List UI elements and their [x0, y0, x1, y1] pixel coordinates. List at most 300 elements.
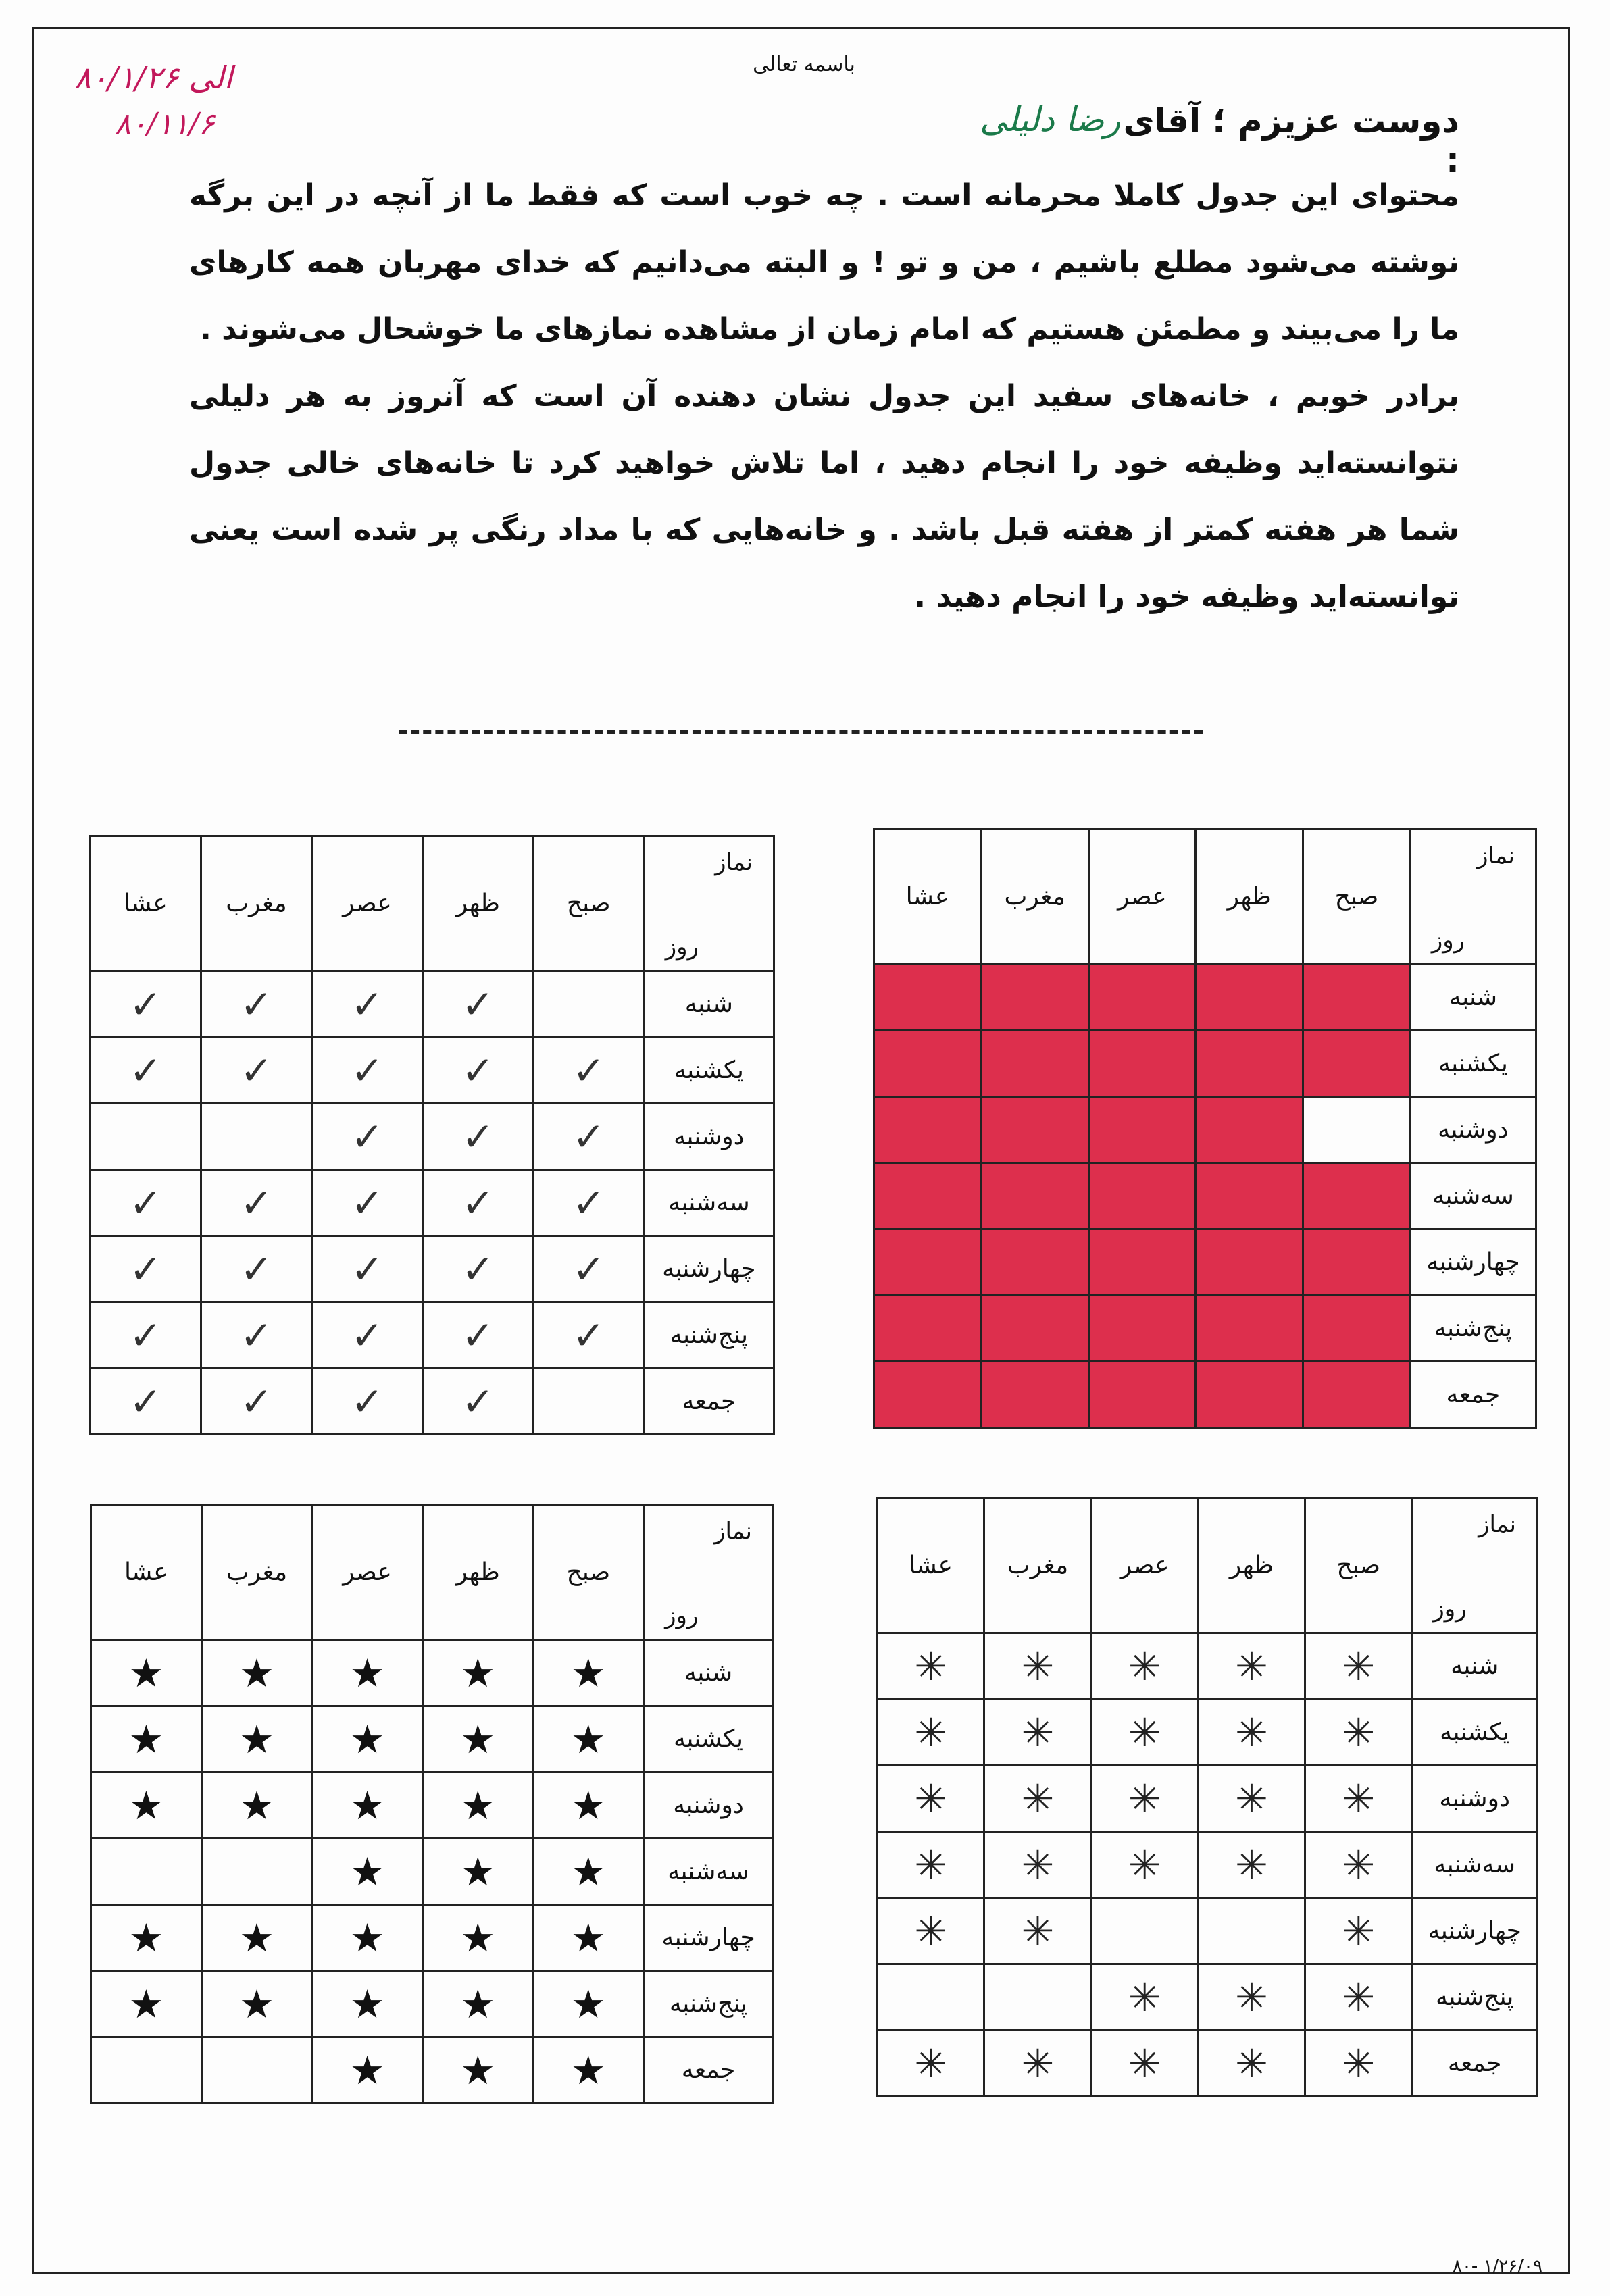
prayer-cell-empty — [91, 2037, 202, 2103]
checkmark-icon: ✓ — [129, 1378, 162, 1425]
prayer-cell — [312, 1772, 423, 1839]
table-header-row — [874, 830, 1536, 965]
day-label: جمعه — [1410, 1362, 1536, 1428]
asterisk-icon: ✳ — [1235, 1643, 1268, 1689]
star-icon: ★ — [238, 1716, 274, 1762]
checkmark-icon: ✓ — [351, 1378, 384, 1425]
prayer-cell — [311, 1302, 422, 1369]
prayer-cell — [533, 1971, 644, 2037]
day-label: یکشنبه — [1410, 1031, 1536, 1097]
prayer-cell — [312, 1905, 423, 1971]
day-label: سه‌شنبه — [1410, 1163, 1536, 1229]
table-row — [874, 1296, 1536, 1362]
asterisk-icon: ✳ — [1128, 1775, 1161, 1822]
handwritten-recipient-name: رضا دلیلی — [980, 100, 1121, 139]
prayer-cell-empty — [533, 1369, 644, 1435]
star-icon: ★ — [349, 1782, 385, 1829]
prayer-table-asterisks — [876, 1497, 1538, 2097]
prayer-cell-filled — [981, 1031, 1088, 1097]
star-icon: ★ — [570, 1981, 606, 2027]
prayer-cell — [984, 1832, 1091, 1898]
star-icon: ★ — [460, 1650, 496, 1696]
checkmark-icon: ✓ — [461, 1179, 495, 1226]
asterisk-icon: ✳ — [914, 1841, 947, 1888]
prayer-column-header: عصر — [1091, 1498, 1198, 1633]
table-header-row — [878, 1498, 1538, 1633]
prayer-cell — [1091, 2031, 1198, 2097]
prayer-cell — [878, 2031, 984, 2097]
prayer-cell — [878, 1700, 984, 1766]
checkmark-icon: ✓ — [461, 981, 495, 1027]
prayer-cell — [201, 1706, 312, 1772]
asterisk-icon: ✳ — [1021, 1908, 1055, 1954]
prayer-cell-empty — [878, 1964, 984, 2031]
dashed-divider — [399, 730, 1203, 734]
prayer-cell — [422, 1971, 533, 2037]
prayer-cell-filled — [981, 1229, 1088, 1296]
checkmark-icon: ✓ — [129, 1246, 162, 1292]
day-label: یکشنبه — [644, 1038, 774, 1104]
prayer-cell — [422, 1706, 533, 1772]
asterisk-icon: ✳ — [914, 1775, 947, 1822]
star-icon: ★ — [570, 1848, 606, 1895]
table-row — [878, 1766, 1538, 1832]
table-row — [874, 1031, 1536, 1097]
day-label: شنبه — [1410, 965, 1536, 1031]
table-row — [874, 1229, 1536, 1296]
letter-paragraph-1: محتوای این جدول کاملا محرمانه است . چه خوب است که فقط ما از آنچه در این برگه نوشته می‌شود مطلع باشیم ، من و تو ! و البته می‌دانیم که خدای مهربان همه کارهای ما را می‌بیند و مطمئن هستیم که امام زمان از مشاهده نمازهای ما خوشحال می‌شوند . — [189, 178, 1459, 347]
prayer-cell — [201, 971, 311, 1038]
prayer-column-header: ظهر — [422, 836, 533, 971]
corner-label-day: روز — [665, 1602, 699, 1629]
prayer-cell — [1305, 1766, 1412, 1832]
prayer-cell — [533, 2037, 644, 2103]
table-row — [91, 1971, 774, 2037]
prayer-cell — [878, 1633, 984, 1700]
prayer-cell — [312, 1706, 423, 1772]
day-label: چهارشنبه — [1412, 1898, 1538, 1964]
table-row — [874, 1163, 1536, 1229]
prayer-cell-filled — [1303, 965, 1411, 1031]
checkmark-icon: ✓ — [351, 1246, 384, 1292]
star-icon: ★ — [460, 1914, 496, 1961]
prayer-cell — [533, 1640, 644, 1706]
prayer-cell — [1091, 1700, 1198, 1766]
prayer-column-header: صبح — [533, 836, 644, 971]
checkmark-icon: ✓ — [351, 1113, 384, 1160]
asterisk-icon: ✳ — [914, 2040, 947, 2087]
asterisk-icon: ✳ — [1021, 1709, 1055, 1756]
day-label: جمعه — [1412, 2031, 1538, 2097]
star-icon: ★ — [349, 1650, 385, 1696]
asterisk-icon: ✳ — [1235, 2040, 1268, 2087]
prayer-cell — [422, 1772, 533, 1839]
prayer-cell — [201, 1772, 312, 1839]
prayer-cell-filled — [1088, 1097, 1196, 1163]
prayer-cell — [1198, 1700, 1305, 1766]
prayer-cell-empty — [984, 1964, 1091, 2031]
day-label: پنج‌شنبه — [644, 1302, 774, 1369]
prayer-column-header: ظهر — [422, 1505, 533, 1640]
corner-label-day: روز — [665, 934, 699, 961]
asterisk-icon: ✳ — [1342, 1709, 1376, 1756]
prayer-column-header: عصر — [312, 1505, 423, 1640]
prayer-cell-filled — [1196, 1163, 1303, 1229]
asterisk-icon: ✳ — [1342, 1841, 1376, 1888]
letter-paragraph-2: برادر خوبم ، خانه‌های سفید این جدول نشان دهنده آن است که آنروز به هر دلیلی نتوانسته‌اید وظیفه خود را انجام دهید ، اما تلاش خواهید کرد تا خانه‌های خالی جدول شما هر هفته کمتر از هفته قبل باشد . و خانه‌هایی که با مداد رنگی پر شده است یعنی توانسته‌اید وظیفه خود را انجام دهید . — [189, 379, 1459, 614]
prayer-cell — [422, 1369, 533, 1435]
star-icon: ★ — [128, 1650, 164, 1696]
prayer-cell — [1198, 1832, 1305, 1898]
prayer-column-header: عصر — [311, 836, 422, 971]
corner-label-prayer: نماز — [1478, 1511, 1516, 1538]
table-row — [878, 1633, 1538, 1700]
prayer-cell-empty — [91, 1104, 201, 1170]
prayer-cell — [422, 1236, 533, 1302]
asterisk-icon: ✳ — [914, 1908, 947, 1954]
table-row — [878, 1898, 1538, 1964]
star-icon: ★ — [349, 1848, 385, 1895]
prayer-column-header: عشا — [91, 1505, 202, 1640]
prayer-column-header: صبح — [1303, 830, 1411, 965]
table-row — [91, 1706, 774, 1772]
prayer-cell — [311, 1369, 422, 1435]
day-label: دوشنبه — [644, 1772, 774, 1839]
prayer-cell-filled — [981, 965, 1088, 1031]
prayer-cell-filled — [874, 965, 982, 1031]
day-label: سه‌شنبه — [1412, 1832, 1538, 1898]
table-row — [91, 1236, 774, 1302]
prayer-cell — [91, 1170, 201, 1236]
prayer-column-header: صبح — [533, 1505, 644, 1640]
prayer-cell — [533, 1170, 644, 1236]
prayer-cell-filled — [981, 1296, 1088, 1362]
prayer-cell — [91, 1706, 202, 1772]
star-icon: ★ — [460, 1981, 496, 2027]
prayer-cell — [533, 1839, 644, 1905]
prayer-cell-filled — [1303, 1296, 1411, 1362]
prayer-cell — [91, 1971, 202, 2037]
prayer-cell — [533, 1772, 644, 1839]
prayer-cell-filled — [874, 1163, 982, 1229]
prayer-cell-filled — [1088, 1163, 1196, 1229]
prayer-cell-filled — [1088, 1362, 1196, 1428]
prayer-cell — [1198, 1964, 1305, 2031]
day-label: سه‌شنبه — [644, 1839, 774, 1905]
prayer-cell — [201, 1971, 312, 2037]
checkmark-icon: ✓ — [129, 981, 162, 1027]
checkmark-icon: ✓ — [240, 981, 273, 1027]
asterisk-icon: ✳ — [1342, 1908, 1376, 1954]
table-row — [874, 1097, 1536, 1163]
prayer-cell — [533, 1706, 644, 1772]
prayer-cell — [91, 1369, 201, 1435]
star-icon: ★ — [349, 2047, 385, 2093]
prayer-cell — [311, 1236, 422, 1302]
table-row — [91, 1369, 774, 1435]
prayer-cell-filled — [1303, 1031, 1411, 1097]
day-label: شنبه — [1412, 1633, 1538, 1700]
prayer-cell-filled — [1196, 1362, 1303, 1428]
prayer-cell — [1305, 1964, 1412, 2031]
prayer-cell — [878, 1832, 984, 1898]
prayer-cell — [422, 1104, 533, 1170]
asterisk-icon: ✳ — [1128, 1709, 1161, 1756]
prayer-cell — [312, 1971, 423, 2037]
day-label: دوشنبه — [1410, 1097, 1536, 1163]
table-row — [91, 1905, 774, 1971]
day-label: یکشنبه — [1412, 1700, 1538, 1766]
star-icon: ★ — [570, 1650, 606, 1696]
prayer-cell — [984, 1766, 1091, 1832]
asterisk-icon: ✳ — [1021, 1643, 1055, 1689]
handwritten-date-range: ۸۰/۱/۲۶ الی — [74, 59, 233, 96]
prayer-cell — [1198, 1633, 1305, 1700]
prayer-cell — [422, 1905, 533, 1971]
asterisk-icon: ✳ — [1128, 1974, 1161, 2020]
prayer-cell — [422, 2037, 533, 2103]
day-label: سه‌شنبه — [644, 1170, 774, 1236]
corner-label-day: روز — [1433, 1596, 1467, 1623]
prayer-cell-empty — [1198, 1898, 1305, 1964]
day-label: دوشنبه — [644, 1104, 774, 1170]
checkmark-icon: ✓ — [351, 1179, 384, 1226]
prayer-column-header: مغرب — [201, 836, 311, 971]
prayer-cell-filled — [1303, 1229, 1411, 1296]
prayer-cell — [201, 1369, 311, 1435]
prayer-cell — [422, 971, 533, 1038]
table-row — [878, 1832, 1538, 1898]
corner-label-prayer: نماز — [714, 1518, 752, 1545]
checkmark-icon: ✓ — [461, 1378, 495, 1425]
asterisk-icon: ✳ — [1342, 1643, 1376, 1689]
prayer-cell — [1091, 1832, 1198, 1898]
asterisk-icon: ✳ — [1021, 1841, 1055, 1888]
prayer-cell — [422, 1038, 533, 1104]
table-corner-cell — [1410, 830, 1536, 965]
star-icon: ★ — [238, 1650, 274, 1696]
prayer-cell — [1091, 1964, 1198, 2031]
table-corner-cell — [1412, 1498, 1538, 1633]
asterisk-icon: ✳ — [914, 1643, 947, 1689]
asterisk-icon: ✳ — [1021, 1775, 1055, 1822]
table-row — [874, 1362, 1536, 1428]
prayer-cell — [201, 1170, 311, 1236]
letter-body — [189, 162, 1459, 630]
checkmark-icon: ✓ — [461, 1246, 495, 1292]
table-row — [91, 1772, 774, 1839]
prayer-cell — [533, 1038, 644, 1104]
day-label: چهارشنبه — [644, 1905, 774, 1971]
prayer-cell — [984, 1700, 1091, 1766]
prayer-cell-filled — [874, 1031, 982, 1097]
star-icon: ★ — [460, 1782, 496, 1829]
corner-label-day: روز — [1431, 927, 1465, 954]
star-icon: ★ — [238, 1981, 274, 2027]
asterisk-icon: ✳ — [1128, 2040, 1161, 2087]
asterisk-icon: ✳ — [914, 1709, 947, 1756]
asterisk-icon: ✳ — [1342, 2040, 1376, 2087]
checkmark-icon: ✓ — [240, 1246, 273, 1292]
asterisk-icon: ✳ — [1235, 1974, 1268, 2020]
prayer-column-header: صبح — [1305, 1498, 1412, 1633]
day-label: چهارشنبه — [644, 1236, 774, 1302]
prayer-cell — [422, 1302, 533, 1369]
star-icon: ★ — [128, 1981, 164, 2027]
prayer-cell-filled — [981, 1362, 1088, 1428]
day-label: شنبه — [644, 1640, 774, 1706]
prayer-cell — [312, 1640, 423, 1706]
checkmark-icon: ✓ — [129, 1047, 162, 1094]
day-label: دوشنبه — [1412, 1766, 1538, 1832]
prayer-column-header: مغرب — [984, 1498, 1091, 1633]
table-header-row — [91, 836, 774, 971]
star-icon: ★ — [570, 1914, 606, 1961]
asterisk-icon: ✳ — [1342, 1775, 1376, 1822]
prayer-cell-empty — [1091, 1898, 1198, 1964]
prayer-cell — [1198, 2031, 1305, 2097]
checkmark-icon: ✓ — [461, 1113, 495, 1160]
checkmark-icon: ✓ — [461, 1312, 495, 1358]
checkmark-icon: ✓ — [129, 1179, 162, 1226]
prayer-cell-empty — [91, 1839, 202, 1905]
prayer-cell — [1305, 1832, 1412, 1898]
star-icon: ★ — [570, 2047, 606, 2093]
prayer-cell-filled — [874, 1097, 982, 1163]
prayer-cell — [91, 1640, 202, 1706]
prayer-cell-filled — [1196, 1031, 1303, 1097]
prayer-cell — [311, 1104, 422, 1170]
prayer-cell — [201, 1640, 312, 1706]
prayer-cell — [1305, 1898, 1412, 1964]
table-row — [91, 1839, 774, 1905]
prayer-cell-filled — [1196, 1097, 1303, 1163]
star-icon: ★ — [238, 1782, 274, 1829]
prayer-cell — [312, 2037, 423, 2103]
prayer-cell — [533, 1236, 644, 1302]
prayer-cell — [311, 1170, 422, 1236]
day-label: پنج‌شنبه — [1412, 1964, 1538, 2031]
table-row — [91, 971, 774, 1038]
prayer-cell — [984, 1898, 1091, 1964]
prayer-cell — [422, 1839, 533, 1905]
prayer-cell — [878, 1766, 984, 1832]
prayer-cell — [878, 1898, 984, 1964]
prayer-cell — [91, 1772, 202, 1839]
prayer-cell — [1305, 1700, 1412, 1766]
prayer-column-header: مغرب — [201, 1505, 312, 1640]
day-label: یکشنبه — [644, 1706, 774, 1772]
prayer-cell-empty — [201, 1839, 312, 1905]
prayer-column-header: ظهر — [1196, 830, 1303, 965]
table-row — [91, 1302, 774, 1369]
prayer-cell-filled — [1088, 1229, 1196, 1296]
checkmark-icon: ✓ — [572, 1047, 605, 1094]
prayer-cell-filled — [1088, 1296, 1196, 1362]
table-row — [878, 2031, 1538, 2097]
prayer-cell — [422, 1640, 533, 1706]
checkmark-icon: ✓ — [351, 1047, 384, 1094]
star-icon: ★ — [570, 1782, 606, 1829]
prayer-cell — [91, 1038, 201, 1104]
star-icon: ★ — [349, 1716, 385, 1762]
prayer-table-stars — [90, 1504, 774, 2104]
prayer-cell — [91, 1905, 202, 1971]
prayer-cell-filled — [1303, 1362, 1411, 1428]
prayer-cell-empty — [201, 2037, 312, 2103]
table-corner-cell — [644, 836, 774, 971]
prayer-table-checkmarks — [89, 835, 775, 1435]
prayer-cell — [91, 971, 201, 1038]
checkmark-icon: ✓ — [240, 1179, 273, 1226]
prayer-cell-filled — [1196, 965, 1303, 1031]
checkmark-icon: ✓ — [240, 1312, 273, 1358]
asterisk-icon: ✳ — [1342, 1974, 1376, 2020]
prayer-cell-filled — [1088, 1031, 1196, 1097]
prayer-cell — [1305, 1633, 1412, 1700]
prayer-cell — [91, 1302, 201, 1369]
prayer-cell-empty — [533, 971, 644, 1038]
corner-label-prayer: نماز — [1477, 842, 1515, 869]
prayer-cell-empty — [201, 1104, 311, 1170]
table-row — [91, 1170, 774, 1236]
checkmark-icon: ✓ — [572, 1246, 605, 1292]
day-label: پنج‌شنبه — [1410, 1296, 1536, 1362]
prayer-cell — [91, 1236, 201, 1302]
prayer-cell — [422, 1170, 533, 1236]
table-row — [874, 965, 1536, 1031]
prayer-cell — [201, 1302, 311, 1369]
star-icon: ★ — [128, 1782, 164, 1829]
prayer-cell — [311, 971, 422, 1038]
prayer-cell-filled — [981, 1097, 1088, 1163]
star-icon: ★ — [460, 1716, 496, 1762]
table-row — [878, 1964, 1538, 2031]
checkmark-icon: ✓ — [461, 1047, 495, 1094]
asterisk-icon: ✳ — [1235, 1841, 1268, 1888]
footer-code: ۸۰- ۱/۲۶/۰۹ — [1453, 2256, 1542, 2276]
table-row — [91, 1038, 774, 1104]
prayer-cell-filled — [1196, 1229, 1303, 1296]
star-icon: ★ — [128, 1914, 164, 1961]
prayer-cell — [533, 1104, 644, 1170]
prayer-cell — [1091, 1766, 1198, 1832]
prayer-cell — [533, 1905, 644, 1971]
checkmark-icon: ✓ — [240, 1378, 273, 1425]
day-label: چهارشنبه — [1410, 1229, 1536, 1296]
day-label: شنبه — [644, 971, 774, 1038]
asterisk-icon: ✳ — [1235, 1775, 1268, 1822]
prayer-column-header: عشا — [878, 1498, 984, 1633]
prayer-column-header: ظهر — [1198, 1498, 1305, 1633]
prayer-cell-filled — [981, 1163, 1088, 1229]
prayer-cell — [1305, 2031, 1412, 2097]
prayer-table-red-fill — [873, 828, 1537, 1429]
greeting-line: دوست عزیزم ؛ آقای : — [1123, 101, 1459, 180]
table-row — [878, 1700, 1538, 1766]
asterisk-icon: ✳ — [1021, 2040, 1055, 2087]
checkmark-icon: ✓ — [129, 1312, 162, 1358]
checkmark-icon: ✓ — [572, 1179, 605, 1226]
prayer-cell — [533, 1302, 644, 1369]
prayer-cell-filled — [874, 1296, 982, 1362]
star-icon: ★ — [349, 1914, 385, 1961]
prayer-cell-filled — [1088, 965, 1196, 1031]
table-row — [91, 1640, 774, 1706]
checkmark-icon: ✓ — [572, 1312, 605, 1358]
day-label: جمعه — [644, 2037, 774, 2103]
star-icon: ★ — [238, 1914, 274, 1961]
